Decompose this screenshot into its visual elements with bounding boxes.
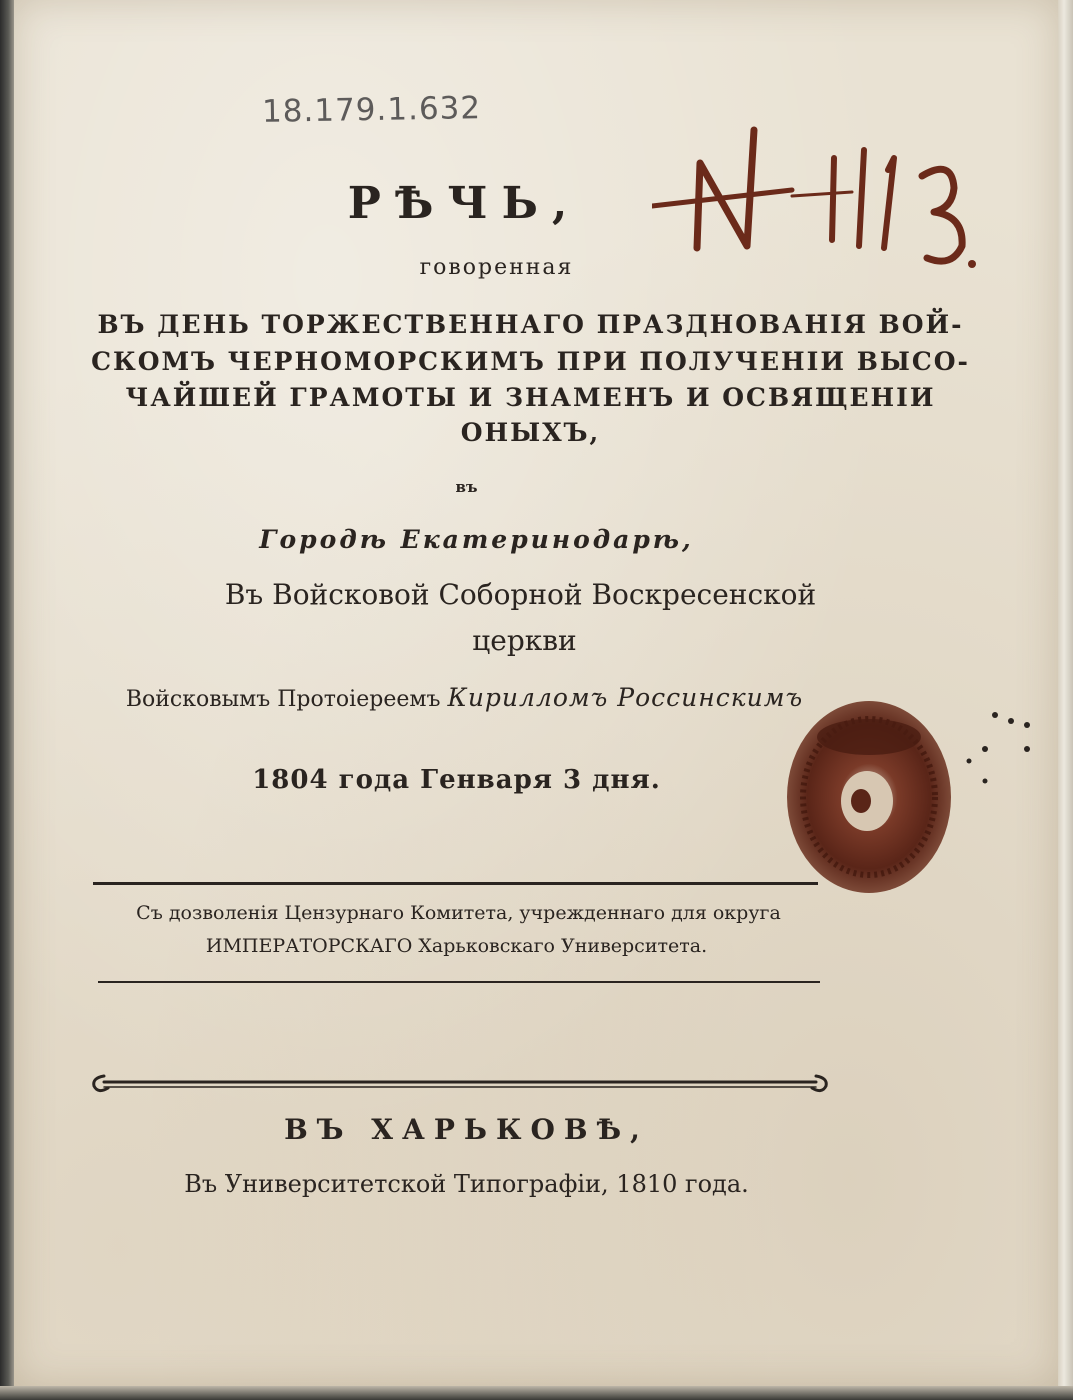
subtitle: говоренная — [419, 255, 574, 280]
title — [0, 178, 1073, 229]
author-name: Кирилломъ Россинскимъ — [447, 683, 804, 712]
censorship-line-2: ИМПЕРАТОРСКАГО Харьковскаго Университета. — [205, 935, 708, 957]
date-line: 1804 года Генваря 3 дня. — [252, 765, 661, 795]
divider-bottom — [98, 981, 820, 983]
imprint-place: ВЪ ХАРЬКОВѢ, — [284, 1113, 649, 1146]
preposition: въ — [455, 478, 478, 496]
wax-seal-stamp — [783, 697, 955, 897]
occasion-line-4: ОНЫХЪ, — [460, 418, 601, 447]
church-line-2: церкви — [472, 624, 577, 657]
occasion-line-2: СКОМЪ ЧЕРНОМОРСКИМЪ ПРИ ПОЛУЧЕНІИ ВЫСО- — [91, 347, 970, 376]
occasion-line-3: ЧАЙШЕЙ ГРАМОТЫ И ЗНАМЕНЪ И ОСВЯЩЕНІИ — [125, 383, 936, 412]
ornamental-rule — [90, 1072, 830, 1096]
imprint-press: Въ Университетской Типографіи, 1810 года. — [184, 1170, 749, 1198]
church-line-1: Въ Войсковой Соборной Воскресенской — [224, 578, 817, 611]
divider-top — [93, 882, 818, 885]
occasion-line-1: ВЪ ДЕНЬ ТОРЖЕСТВЕННАГО ПРАЗДНОВАНІЯ ВОЙ- — [97, 310, 964, 339]
scan-edge-bottom — [0, 1386, 1073, 1400]
library-shelfmark: 18.179.1.632 — [261, 90, 482, 130]
author-rank: Войсковымъ Протоіереемъ — [125, 687, 441, 712]
title-text: РѢЧЬ, — [347, 178, 582, 229]
city-line: Городѣ Екатеринодарѣ, — [259, 525, 694, 554]
ink-spatter — [955, 705, 1035, 795]
censorship-line-1: Съ дозволенія Цензурнаго Комитета, учрежденнаго для округа — [136, 902, 781, 924]
